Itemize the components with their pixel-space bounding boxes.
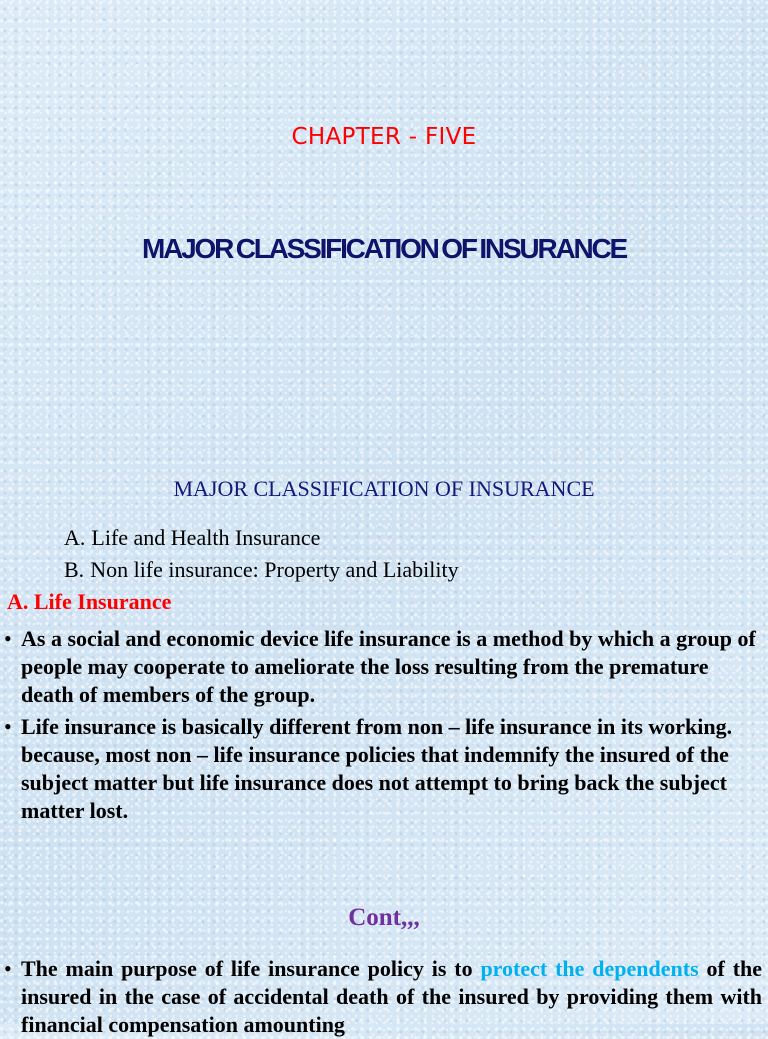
purpose-text-start: The main purpose of life insurance policy is to	[21, 956, 481, 981]
bullet-text: Life insurance is basically different from non – life insurance in its working. because, most non – life insurance policies that indemnify the insured of the subject matter but life insurance does not attempt to bring back the subject matter lost.	[21, 714, 733, 823]
classification-item-a	[64, 522, 459, 554]
life-insurance-bullets	[4, 625, 760, 829]
bullet-item	[4, 955, 762, 1039]
item-label: B.	[64, 557, 85, 582]
bullet-icon: •	[4, 626, 12, 651]
classification-list	[64, 522, 459, 586]
life-insurance-heading: A. Life Insurance	[7, 589, 172, 614]
bullet-icon: •	[4, 714, 12, 739]
chapter-label: CHAPTER - FIVE	[291, 124, 477, 150]
section-heading: MAJOR CLASSIFICATION OF INSURANCE	[173, 476, 595, 501]
bullet-icon: •	[4, 956, 12, 981]
classification-item-b	[64, 554, 459, 586]
bullet-text: As a social and economic device life insurance is a method by which a group of people may cooperate to ameliorate the loss resulting from the premature death of members of the group.	[21, 626, 756, 707]
item-label: A.	[64, 525, 86, 550]
continuation-heading: Cont,,,	[348, 904, 420, 931]
item-text: Life and Health Insurance	[91, 525, 321, 550]
chapter-title: MAJOR CLASSIFICATION OF INSURANCE	[142, 233, 626, 264]
purpose-text-end: of the insured in the case of accidental death of the insured by providing them with financial compensation amounting	[21, 956, 763, 1037]
bullet-item	[4, 713, 760, 825]
purpose-bullets	[4, 955, 762, 1039]
highlighted-phrase: protect the dependents	[480, 956, 699, 981]
bullet-item	[4, 625, 760, 709]
item-text: Non life insurance: Property and Liability	[90, 557, 459, 582]
